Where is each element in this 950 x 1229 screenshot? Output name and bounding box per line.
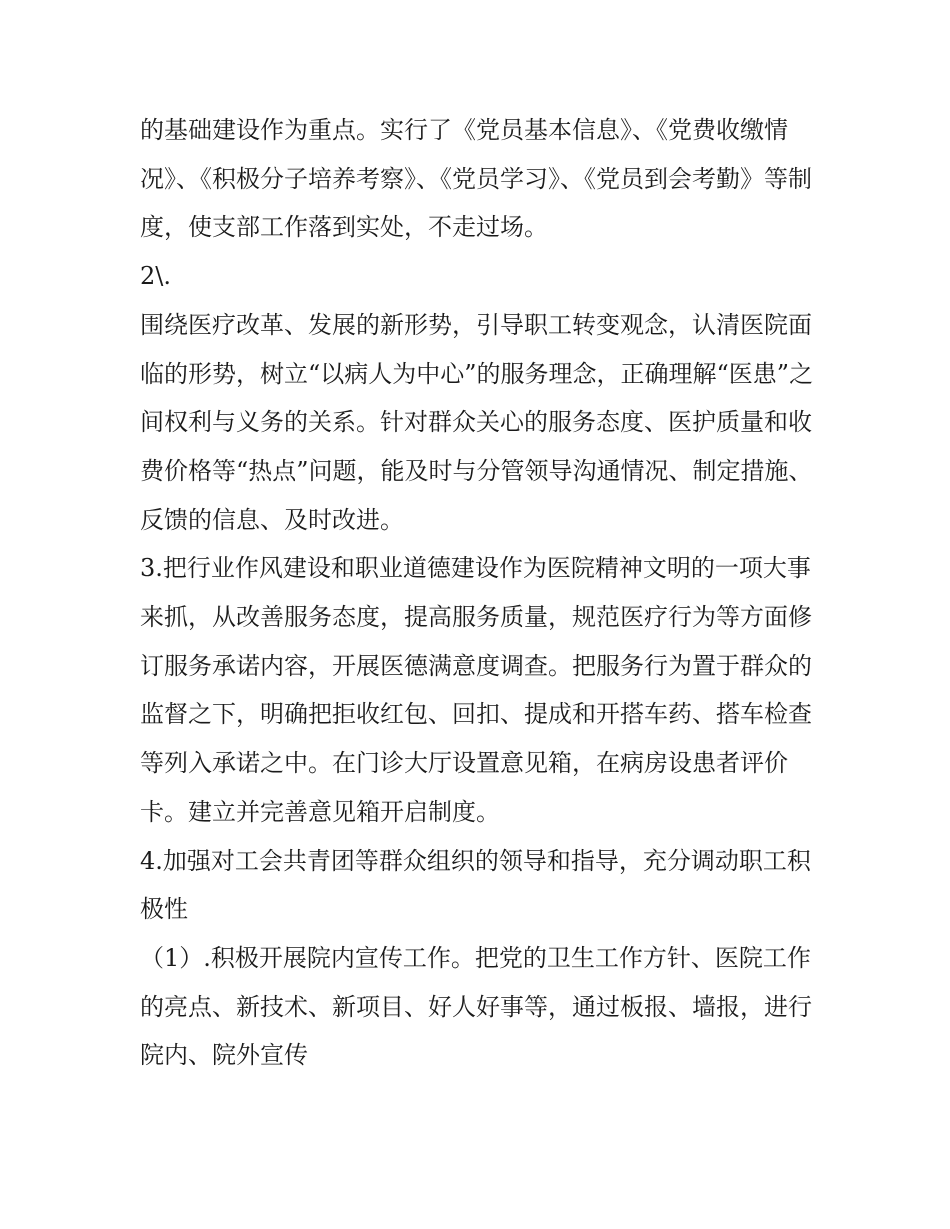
document-body [140, 106, 820, 1080]
paragraph-item-4-mass-organizations: 4.加强对工会共青团等群众组织的领导和指导，充分调动职工积极性 [140, 846, 811, 924]
paragraph-item-3-work-style: 3.把行业作风建设和职业道德建设作为医院精神文明的一项大事来抓，从改善服务态度，提高服务质量，规范医疗行为等方面修订服务承诺内容，开展医德满意度调查。把服务行为置于群众的监督之下，明确把拒收红包、回扣、提成和开搭车药、搭车检查等列入承诺之中。在门诊大厅设置意见箱，在病房设患者评价卡。建立并完善意见箱开启制度。 [140, 554, 812, 826]
paragraph-item-2-heading: 2\. [140, 262, 171, 291]
paragraph-medical-reform: 围绕医疗改革、发展的新形势，引导职工转变观念，认清医院面临的形势，树立“以病人为中心”的服务理念，正确理解“医患”之间权利与义务的关系。针对群众关心的服务态度、医护质量和收费价格等“热点”问题，能及时与分管领导沟通情况、制定措施、反馈的信息、及时改进。 [140, 310, 814, 534]
paragraph-subitem-1-publicity: （1）.积极开展院内宣传工作。把党的卫生工作方针、医院工作的亮点、新技术、新项目、好人好事等，通过板报、墙报，进行院内、院外宣传 [140, 943, 812, 1070]
paragraph-basic-construction: 的基础建设作为重点。实行了《党员基本信息》、《党费收缴情况》、《积极分子培养考察》、《党员学习》、《党员到会考勤》等制度，使支部工作落到实处，不走过场。 [140, 116, 812, 242]
